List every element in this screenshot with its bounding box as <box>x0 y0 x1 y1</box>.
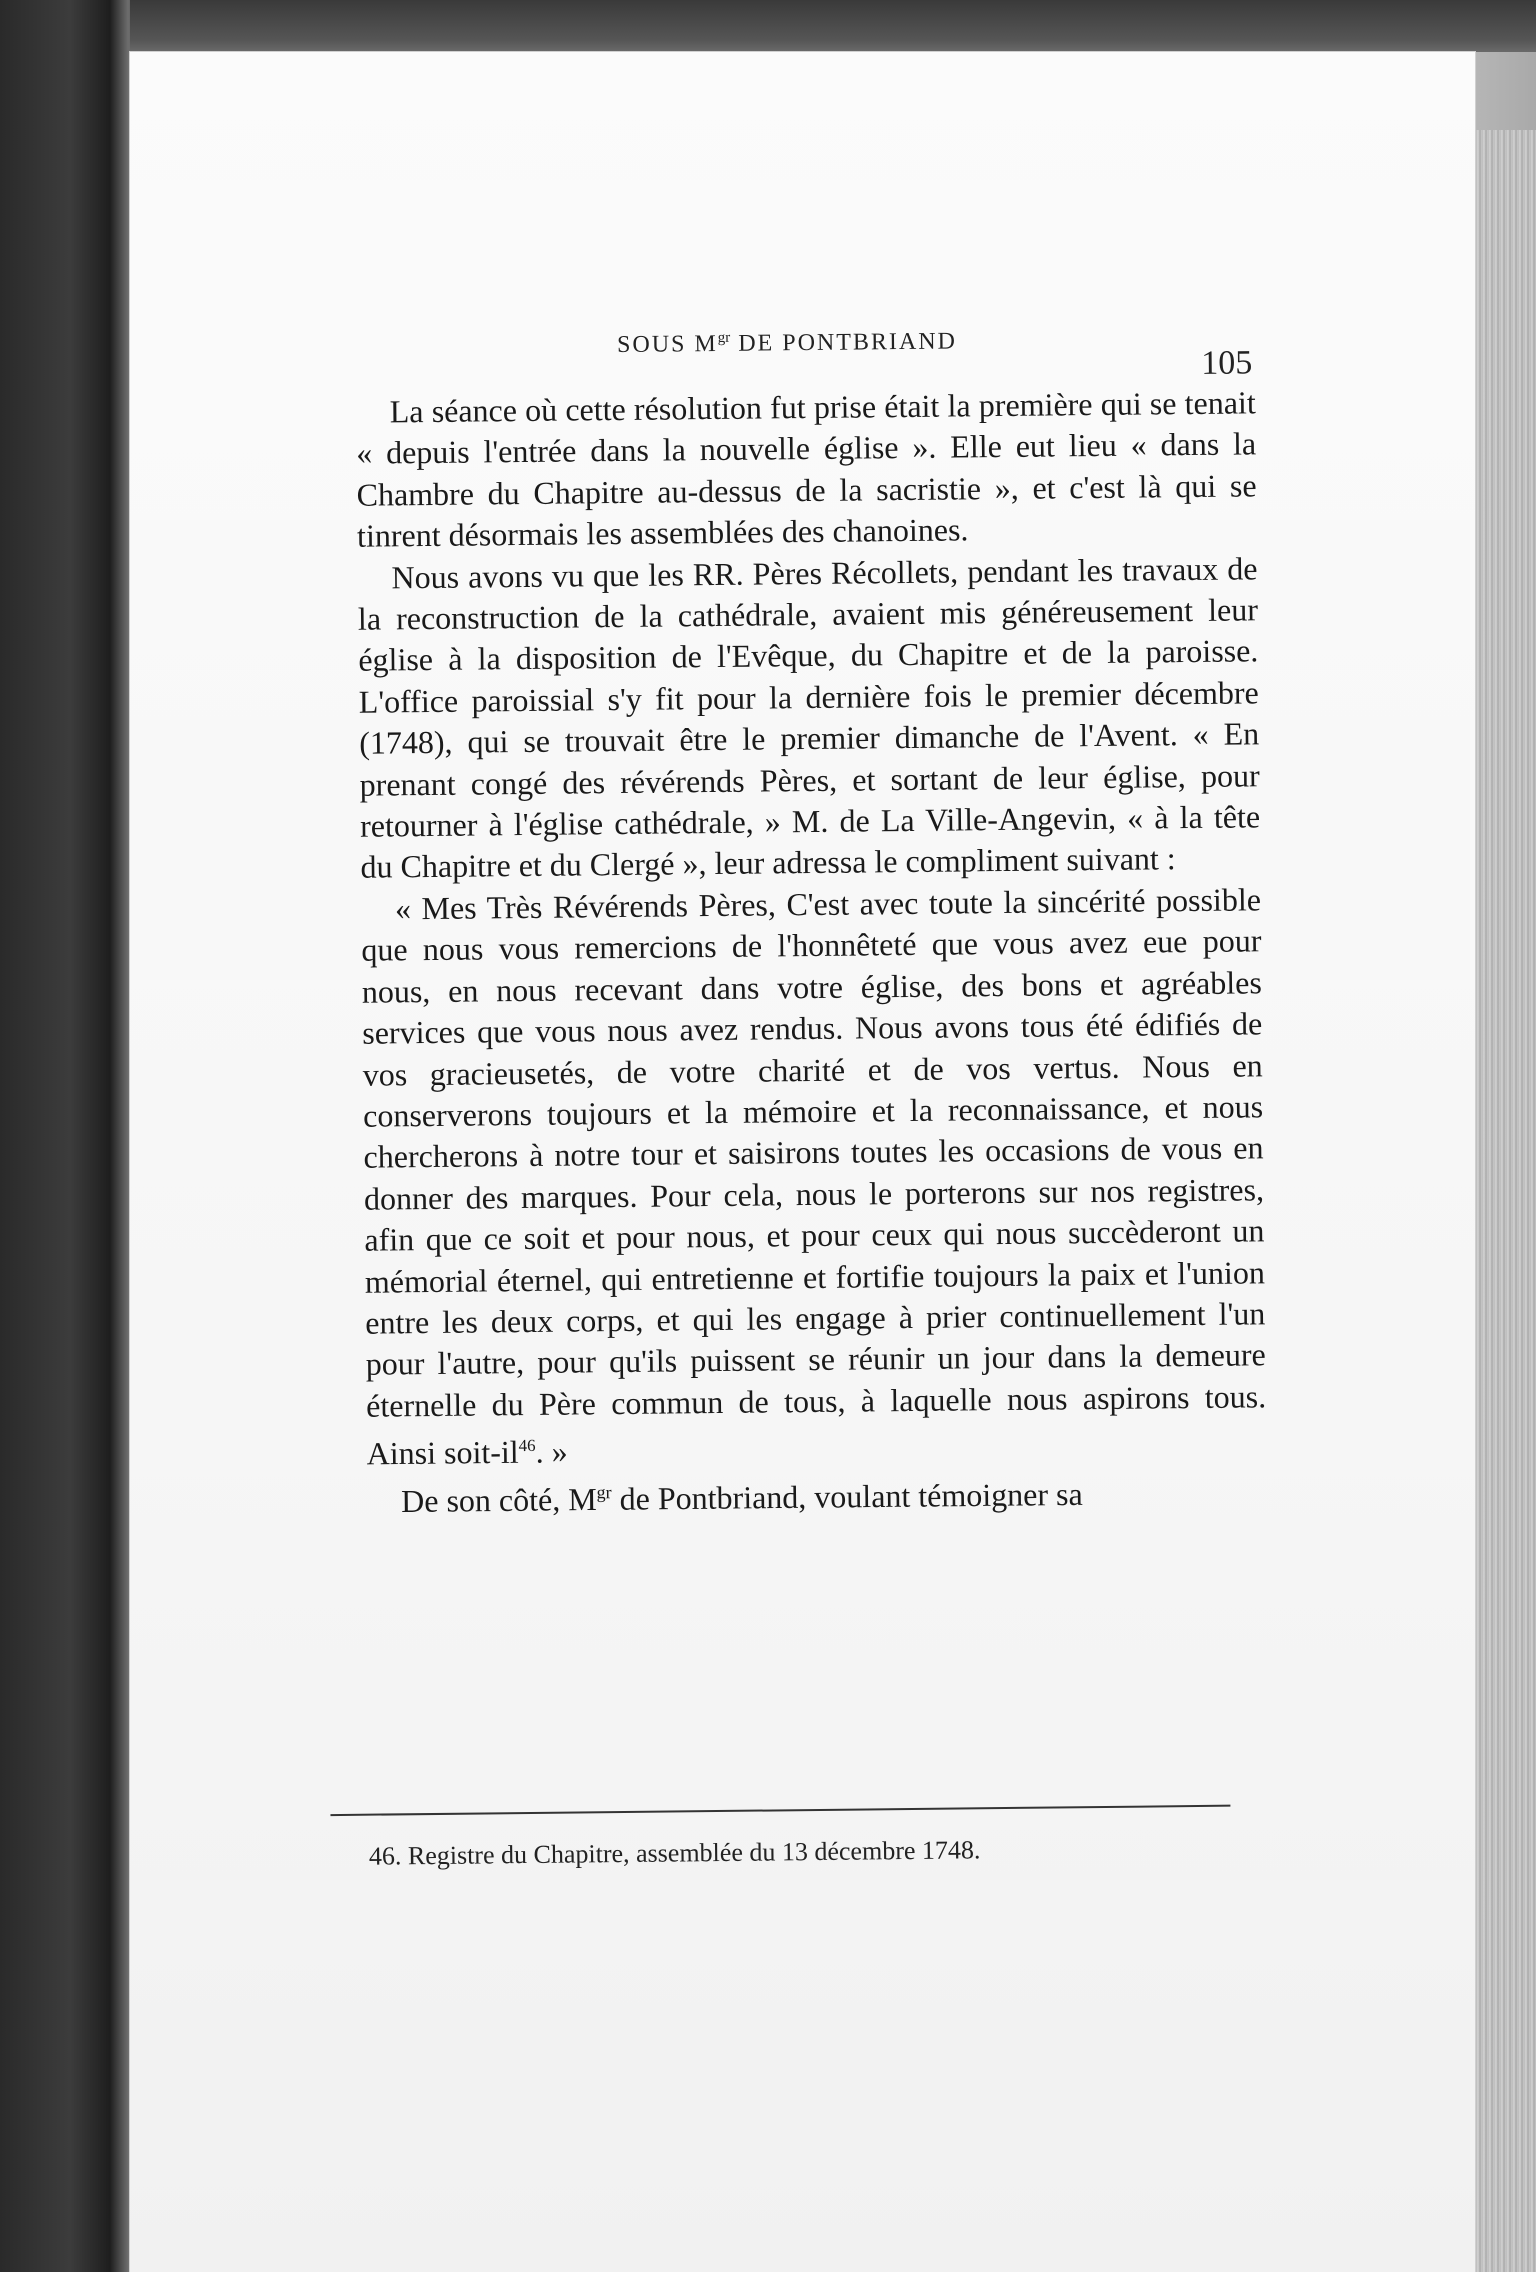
paragraph-4 <box>367 1465 1267 1522</box>
page-stack-edges <box>1470 130 1536 2272</box>
scanner-top-edge <box>0 0 1536 52</box>
running-head-superscript: gr <box>717 329 731 346</box>
footnote-rule <box>330 1805 1230 1816</box>
running-head <box>617 327 957 359</box>
quote-text: « Mes Très Révérends Pères, C'est avec toute la sincérité possible que nous vous remercions de l'honnêteté que vous avez eue pour nous, en nous recevant dans votre église, des bons et agréables services que vous nous avez rendus. Nous avons tous été édifiés de vos gracieusetés, de votre charité et de vos vertus. Nous en conserverons toujours et la mémoire et la reconnaissance, et nous chercherons à notre tour et saisirons toutes les occasions de vous en donner des marques. Pour cela, nous le porterons sur nos registres, afin que ce soit et pour nous, et pour ceux qui nous succèderont un mémorial éternel, qui entretienne et fortifie toujours la paix et l'union entre les deux corps, et qui les engage à prier continuellement l'un pour l'autre, pour qu'ils puissent se réunir un jour dans la demeure éternelle du Père commun de tous, à laquelle nous aspirons tous. Ainsi soit-il <box>361 881 1267 1472</box>
paragraph-4-superscript: gr <box>596 1482 612 1503</box>
running-head-prefix: SOUS M <box>616 330 718 359</box>
book-page <box>130 52 1475 2272</box>
quote-close: . » <box>535 1433 568 1470</box>
book-gutter-shadow <box>0 0 130 2272</box>
paragraph-2: Nous avons vu que les RR. Pères Récollets, pendant les travaux de la reconstruction de la cathédrale, avaient mis généreusement leur église à la disposition de l'Evêque, du Chapitre et de la paroisse. L'office paroissial s'y fit pour la dernière fois le premier décembre (1748), qui se trouvait être le premier dimanche de l'Avent. « En prenant congé des révérends Pères, et sortant de leur église, pour retourner à l'église cathédrale, » M. de La Ville-Angevin, « à la tête du Chapitre et du Clergé », leur adressa le compliment suivant : <box>357 549 1261 886</box>
paragraph-4-start: De son côté, M <box>400 1481 597 1520</box>
body-text <box>356 382 1268 1523</box>
page-number: 105 <box>1201 344 1253 382</box>
footnote-46: 46. Registre du Chapitre, assemblée du 13 décembre 1748. <box>368 1835 981 1871</box>
running-head-suffix: DE PONTBRIAND <box>730 328 958 357</box>
paragraph-quote <box>361 879 1267 1475</box>
paragraph-1: La séance où cette résolution fut prise était la première qui se tenait « depuis l'entrée dans la nouvelle église ». Elle eut lieu « dans la Chambre du Chapitre au-dessus de la sacristie », et c'est là qui se tinrent désormais les assemblées des chanoines. <box>356 384 1257 554</box>
paragraph-4-end: de Pontbriand, voulant témoigner sa <box>619 1476 1083 1517</box>
footnote-reference: 46 <box>518 1436 536 1456</box>
